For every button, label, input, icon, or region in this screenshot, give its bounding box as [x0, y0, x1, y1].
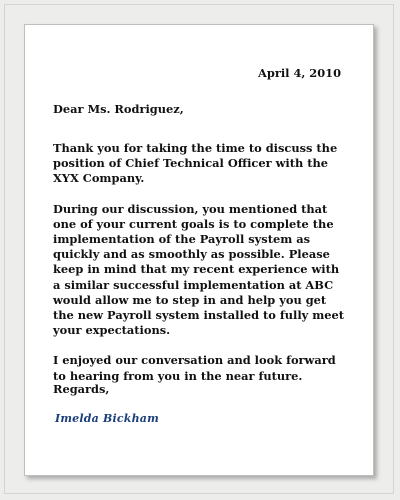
- document-frame: [4, 4, 394, 494]
- letter-greeting: Dear Ms. Rodriguez,: [53, 102, 184, 116]
- paragraph-1: Thank you for taking the time to discuss the position of Chief Technical Officer with the XYX Company.: [53, 141, 338, 186]
- letter-closing: Regards,: [53, 382, 110, 396]
- letter-page: [24, 24, 374, 476]
- letter-date: April 4, 2010: [258, 66, 341, 80]
- handwritten-signature: Imelda Bickham: [55, 412, 159, 425]
- paragraph-3: I enjoyed our conversation and look forward to hearing from you in the near future.: [53, 353, 336, 383]
- letter-body: [53, 141, 345, 399]
- paragraph-2: During our discussion, you mentioned that one of your current goals is to complete the implementation of the Payroll system as quickly and as smoothly as possible. Please keep in mind that my recent experience with a similar successful implementation at ABC would allow me to step in and help you get the new Payroll system installed to fully meet your expectations.: [53, 201, 345, 338]
